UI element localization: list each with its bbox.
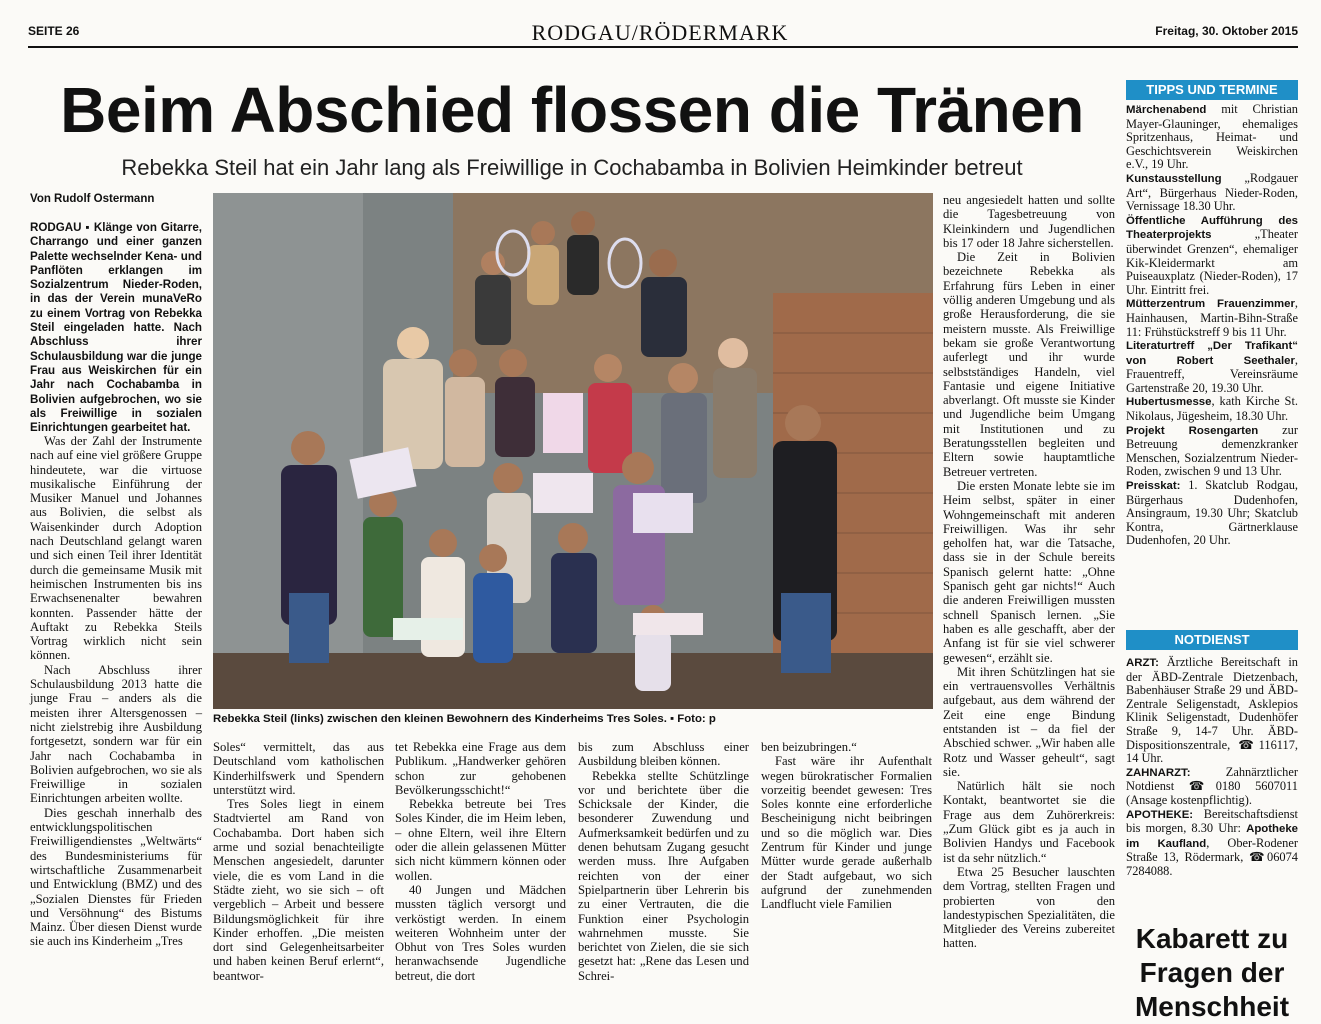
article-column-3 [395,740,566,1002]
lead-text: Klänge von Gitarre, Charrango und einer ganzen Palette wechselnder Kena- und Panflöten erklangen im Sozialzentrum Nieder-Roden, in das der Verein munaVeRo zu einem Vortrag von Rebekka Steil eingeladen hatte. Nach Abschluss ihrer Schulausbildung war die junge Frau aus Weiskirchen für ein Jahr nach Cochabamba in Bolivien aufgebrochen, wo sie als Freiwillige in sozialen Einrichtungen gearbeitet hat. [30,221,202,435]
article-column-4 [578,740,749,1002]
article-column-6 [943,193,1115,983]
lead-paragraph: RODGAU ▪ Klänge von Gitarre, Charrango und einer ganzen Palette wechselnder Kena- und Panflöten erklangen im Sozialzentrum Nieder-Roden, in das der Verein munaVeRo zu einem Vortrag von Rebekka Steil eingeladen hatte. Nach Abschluss ihrer Schulausbildung war die junge Frau aus Weiskirchen für ein Jahr nach Cochabamba in Bolivien aufgebrochen, wo sie als Freiwillige in sozialen Einrichtungen gearbeitet hat. [30,221,202,435]
paragraph: Die Zeit in Bolivien bezeichnete Rebekka als Erfahrung fürs Leben in einer völlig anderen Umgebung und als große Herausforderung, die sie meistern musste. Als Freiwillige bekam sie große Verantwortung auferlegt und ihr wurde selbstständiges Handeln, viel Fantasie und eigene Initiative abverlangt. Oft musste sie Kinder und Jugendliche beim Umgang mit Institutionen und zu Beratungsstellen begleiten und Eltern sowie hauptamtliche Betreuer vertreten. [943,250,1115,479]
notdienst-list [1126,656,1298,914]
notdienst-item: ZAHNARZT: Zahnärztlicher Notdienst ☎0180 5607011 (Ansage kostenpflichtig). [1126,764,1298,807]
paragraph: Rebekka betreute bei Tres Soles Kinder, die im Heim leben, – ohne Eltern, weil ihre Eltern oder die allein gelassenen Mütter sich nicht kümmern können oder wollen. [395,797,566,883]
paragraph: Soles“ vermittelt, das aus Deutschland vom katholischen Kinderhilfswerk und Spendern unterstützt wird. [213,740,384,797]
paragraph: Was der Zahl der Instrumente nach auf eine viel größere Gruppe hindeutete, war die virtuose musikalische Einführung der Musiker Manuel und Johannes aus Bolivien, die selbst als Waisenkinder durch Adoption nach Deutschland gelangt waren und sich einen Teil ihrer Identität durch die gemeinsame Musik mit heimischen Instrumenten bis ins Erwachsenenalter bewahren konnten. Passender hätte der Auftakt zu Rebekka Steils Vortrag wirklich nicht sein können. [30,434,202,663]
paragraph: Rebekka stellte Schützlinge vor und berichtete über die Schicksale der Kinder, die besonderer Zuwendung und Aufmerksamkeit bedürfen und zu denen behutsam Zugang gesucht werden muss. Ihre Aufgaben reichten von der einer Spielpartnerin über Lehrerin bis zu einer Vertrauten, die die Funktion einer Psychologin wahrnehmen musste. Sie berichtet von Zielen, die sie sich gesetzt hat: „Rene das Lesen und Schrei- [578,768,749,983]
tipp-item: Literaturtreff „Der Trafikant“ von Robert Seethaler, Frauentreff, Vereinsräume Gartenstraße 20, 19.30 Uhr. [1126,340,1298,395]
subheadline: Rebekka Steil hat ein Jahr lang als Freiwillige in Cochabamba in Bolivien Heimkinder betreut [121,155,1023,180]
notdienst-box [1126,630,1298,914]
tipps-box [1126,80,1298,625]
notdienst-title: NOTDIENST [1126,630,1298,650]
paragraph: Dies geschah innerhalb des entwicklungspolitischen Freiwilligendienstes „Weltwärts“ des Bundesministeriums für wirtschaftliche Zusammenarbeit und Entwicklung (BMZ) und des „Sozialen Dienstes für Frieden und Versöhnung“ des Bistums Mainz. Über diesen Dienst wurde sie auch ins Kinderheim „Tres [30,805,202,949]
tipps-list [1126,103,1298,625]
photo-credit: ▪ Foto: p [670,713,716,725]
paragraph: ben beizubringen.“ [761,740,857,754]
paragraph: Nach Abschluss ihrer Schulausbildung 2013 hatte die junge Frau – anders als die meisten ihrer Altersgenossen – nicht zielstrebig ihre Ausbildung fortgesetzt, sondern war für ein Jahr nach Cochabamba in Bolivien aufgebrochen, wo sie als Freiwillige in sozialen Einrichtungen arbeiten wollte. [30,662,202,806]
tipp-item: Hubertusmesse, kath Kirche St. Nikolaus, Jügesheim, 18.30 Uhr. [1126,394,1298,424]
paragraph: neu angesiedelt hatten und sollte die Tagesbetreuung von Kleinkindern und Jugendlichen bis 17 oder 18 Jahre sicherstellen. [943,193,1115,250]
page-number: SEITE 26 [28,24,80,38]
issue-date: Freitag, 30. Oktober 2015 [1155,24,1298,38]
paragraph: Tres Soles liegt in einem Stadtviertel am Rand von Cochabamba. Dort haben sich arme und sozial benachteiligte Menschen angesiedelt, darunter viele, die es vom Land in die Städte zieht, wo sie sich – oft vergeblich – Arbeit und bessere Bildungsmöglichkeit für ihre Kinder erhoffen. „Die meisten dort sind Gelegenheitsarbeiter und haben keinen Beruf erlernt“, beantwor- [213,797,384,983]
article-column-5 [761,740,932,1002]
teaser-headline: Kabarett zu Fragen der Menschheit [1134,923,1290,1022]
headline: Beim Abschied flossen die Tränen [60,74,1084,146]
article-column-1 [30,434,202,1000]
paragraph: Fast wäre ihr Aufenthalt wegen bürokratischer Formalien vorzeitig beendet gewesen: Tres Soles konnte eine erforderliche Bescheinigung nicht beibringen und so die möglich war. Dies Zentrum für Kinder und junge Mütter wurde gerade außerhalb der Stadt aufgebaut, wo sich aufgrund der zunehmenden Landflucht viele Familien [761,754,932,912]
paragraph: Etwa 25 Besucher lauschten dem Vortrag, stellten Fragen und probierten von den landestypischen Spezialitäten, die Mitglieder des Vereins zubereitet hatten. [943,864,1115,951]
notdienst-item: ARZT: Ärztliche Bereitschaft in der ÄBD-Zentrale Dietzenbach, Babenhäuser Straße 29 und ÄBD-Zentrale Seligenstadt, Asklepios Klinik Seligenstadt, Dudenhöfer Straße 9, 14-7 Uhr. ÄBD-Dispositionszentrale, ☎116117, 14 Uhr. [1126,655,1298,766]
byline: Von Rudolf Ostermann [30,193,155,205]
photo-caption [213,713,933,725]
photo-caption-text: Rebekka Steil (links) zwischen den kleinen Bewohnern des Kinderheims Tres Soles. [213,713,667,725]
tipp-item: Mütterzentrum Frauenzimmer, Hainhausen, Martin-Bihn-Straße 11: Frühstückstreff 9 bis 11 Uhr. [1126,296,1298,339]
group-photo-illustration [213,193,933,709]
tipp-item: Öffentliche Aufführung des Theaterprojekts „Theater überwindet Grenzen“, ehemaliger Kik-Kleidermarkt am Puiseauxplatz (Nieder-Roden), 17 Uhr. Eintritt frei. [1126,214,1298,297]
paragraph: bis zum Abschluss einer Ausbildung bleiben können. [578,740,749,769]
article-column-2 [213,740,384,1002]
tipps-title: TIPPS UND TERMINE [1126,80,1298,100]
paragraph: tet Rebekka eine Frage aus dem Publikum. „Handwerker gehören schon zur gehobenen Bevölkerungsschicht!“ [395,740,566,797]
paragraph: Natürlich hält sie noch Kontakt, beantwortet sie die Frage aus dem Zuhörerkreis: „Zum Glück gibt es ja auch in Bolivien Handys und Facebook ist da sehr nützlich.“ [943,779,1115,865]
dateline: RODGAU [30,221,82,234]
notdienst-item: APOTHEKE: Bereitschaftsdienst bis morgen, 8.30 Uhr: Apotheke im Kaufland, Ober-Rodener Straße 13, Rödermark, ☎06074 7284088. [1126,806,1298,878]
tipp-item: Projekt Rosengarten zur Betreuung demenzkranker Menschen, Sozialzentrum Nieder-Roden, zwischen 9 und 13 Uhr. [1126,422,1299,479]
tipp-item: Preisskat: 1. Skatclub Rodgau, Bürgerhaus Dudenhofen, Ansingraum, 19.30 Uhr; Skatclub Kontra, Gärtnerklause Dudenhofen, 20 Uhr. [1126,478,1298,548]
header-rule [28,46,1298,48]
paragraph: 40 Jungen und Mädchen mussten täglich versorgt und verköstigt werden. In einem weiteren Wohnheim unter der Obhut von Tres Soles wurden heranwachsende Jugendliche betreut, die dort [395,882,566,983]
tipp-item: Kunstausstellung „Rodgauer Art“, Bürgerhaus Nieder-Roden, Vernissage 18.30 Uhr. [1126,170,1298,214]
paragraph: Mit ihren Schützlingen hat sie ein vertrauensvolles Verhältnis aufgebaut, aus dem während der Zeit eine enge Bindung entstanden ist – da fiel der Abschied schwer. „Wir haben alle Rotz und Wasser geheult“, sagt sie. [943,664,1115,779]
paragraph: Die ersten Monate lebte sie im Heim selbst, später in einer Wohngemeinschaft mit anderen Freiwilligen. Was ihr sehr geholfen hat, war die Tatsache, dass sie in der Schule bereits Spanisch gelernt hatte: „Ohne Spanisch geht gar nichts!“ Auch die anderen Freiwilligen mussten schnell Spanisch lernen. „Sie haben es alle geschafft, aber der Anfang ist für sie viel schwerer gewesen“, erzählt sie. [943,478,1115,665]
tipp-item: Märchenabend mit Christian Mayer-Glauninger, ehemaliges Spritzenhaus, Heimat- und Geschichtsverein Weiskirchen e.V., 19 Uhr. [1126,102,1298,172]
article-photo [213,193,933,709]
section-title: RODGAU/RÖDERMARK [531,20,789,45]
